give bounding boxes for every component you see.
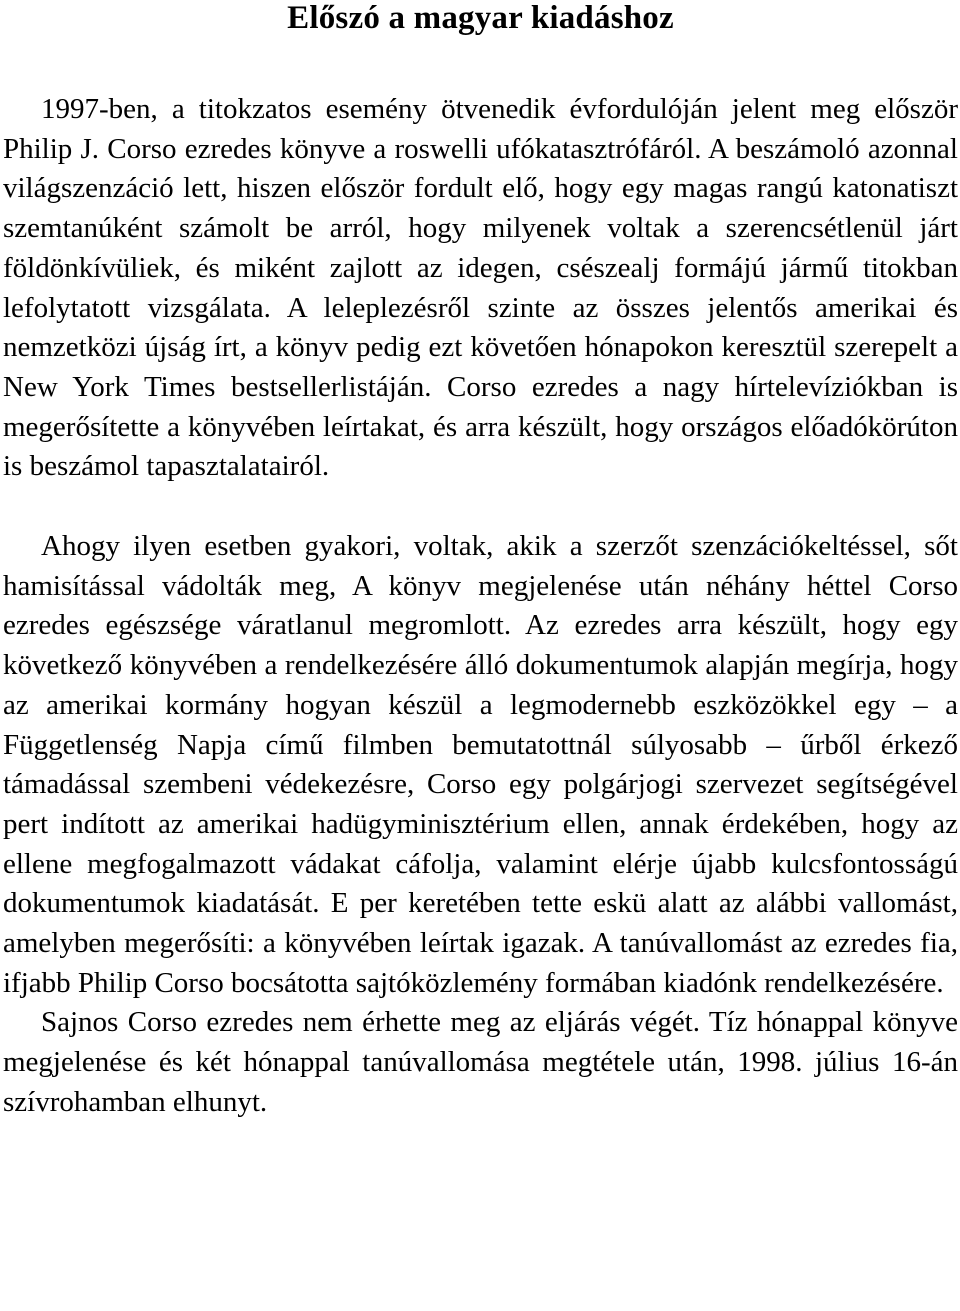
paragraph-1: 1997-ben, a titokzatos esemény ötvenedik évfordulóján jelent meg először Philip J. Corso ezredes könyve a roswelli ufókatasztrófáról. A beszámoló azonnal világszenzáció lett, hiszen először fordult elő, hogy egy magas rangú katonatiszt szemtanúként számolt be arról, hogy milyenek voltak a szerencsétlenül járt földönkívüliek, és miként zajlott az idegen, csészealj formájú jármű titokban lefolytatott vizsgálata. A leleplezésről szinte az összes jelentős amerikai és nemzetközi újság írt, a könyv pedig ezt követően hónapokon keresztül szerepelt a New York Times bestsellerlistáján. Corso ezredes a nagy hírtelevíziókban is megerősítette a könyvében leírtakat, és arra készült, hogy országos előadókörúton is beszámol tapasztalatairól. [3, 93, 958, 483]
paragraph-2: Ahogy ilyen esetben gyakori, voltak, akik a szerzőt szenzációkeltéssel, sőt hamisítással vádolták meg, A könyv megjelenése után néhány héttel Corso ezredes egészsége váratlanul megromlott. Az ezredes arra készült, hogy egy következő könyvében a rendelkezésére álló dokumentumok alapján megírja, hogy az amerikai kormány hogyan készül a legmodernebb eszközökkel egy – a Függetlenség Napja című filmben bemutatottnál súlyosabb – űrből érkező támadással szembeni védekezésre, Corso egy polgárjogi szervezet segítségével pert indított az amerikai hadügyminisztérium ellen, annak érdekében, hogy az ellene megfogalmazott vádakat cáfolja, valamint elérje újabb kulcsfontosságú dokumentumok kiadatását. E per keretében tette eskü alatt az alábbi vallomást, amelyben megerősíti: a könyvében leírtak igazak. A tanúvallomást az ezredes fia, ifjabb Philip Corso bocsátotta sajtóközlemény formában kiadónk rendelkezésére. [3, 530, 958, 999]
paragraph-3: Sajnos Corso ezredes nem érhette meg az eljárás végét. Tíz hónappal könyve megjelenése és két hónappal tanúvallomása megtétele után, 1998. július 16-án szívrohamban elhunyt. [3, 1006, 958, 1118]
page-title: Előszó a magyar kiadáshoz [287, 0, 674, 36]
